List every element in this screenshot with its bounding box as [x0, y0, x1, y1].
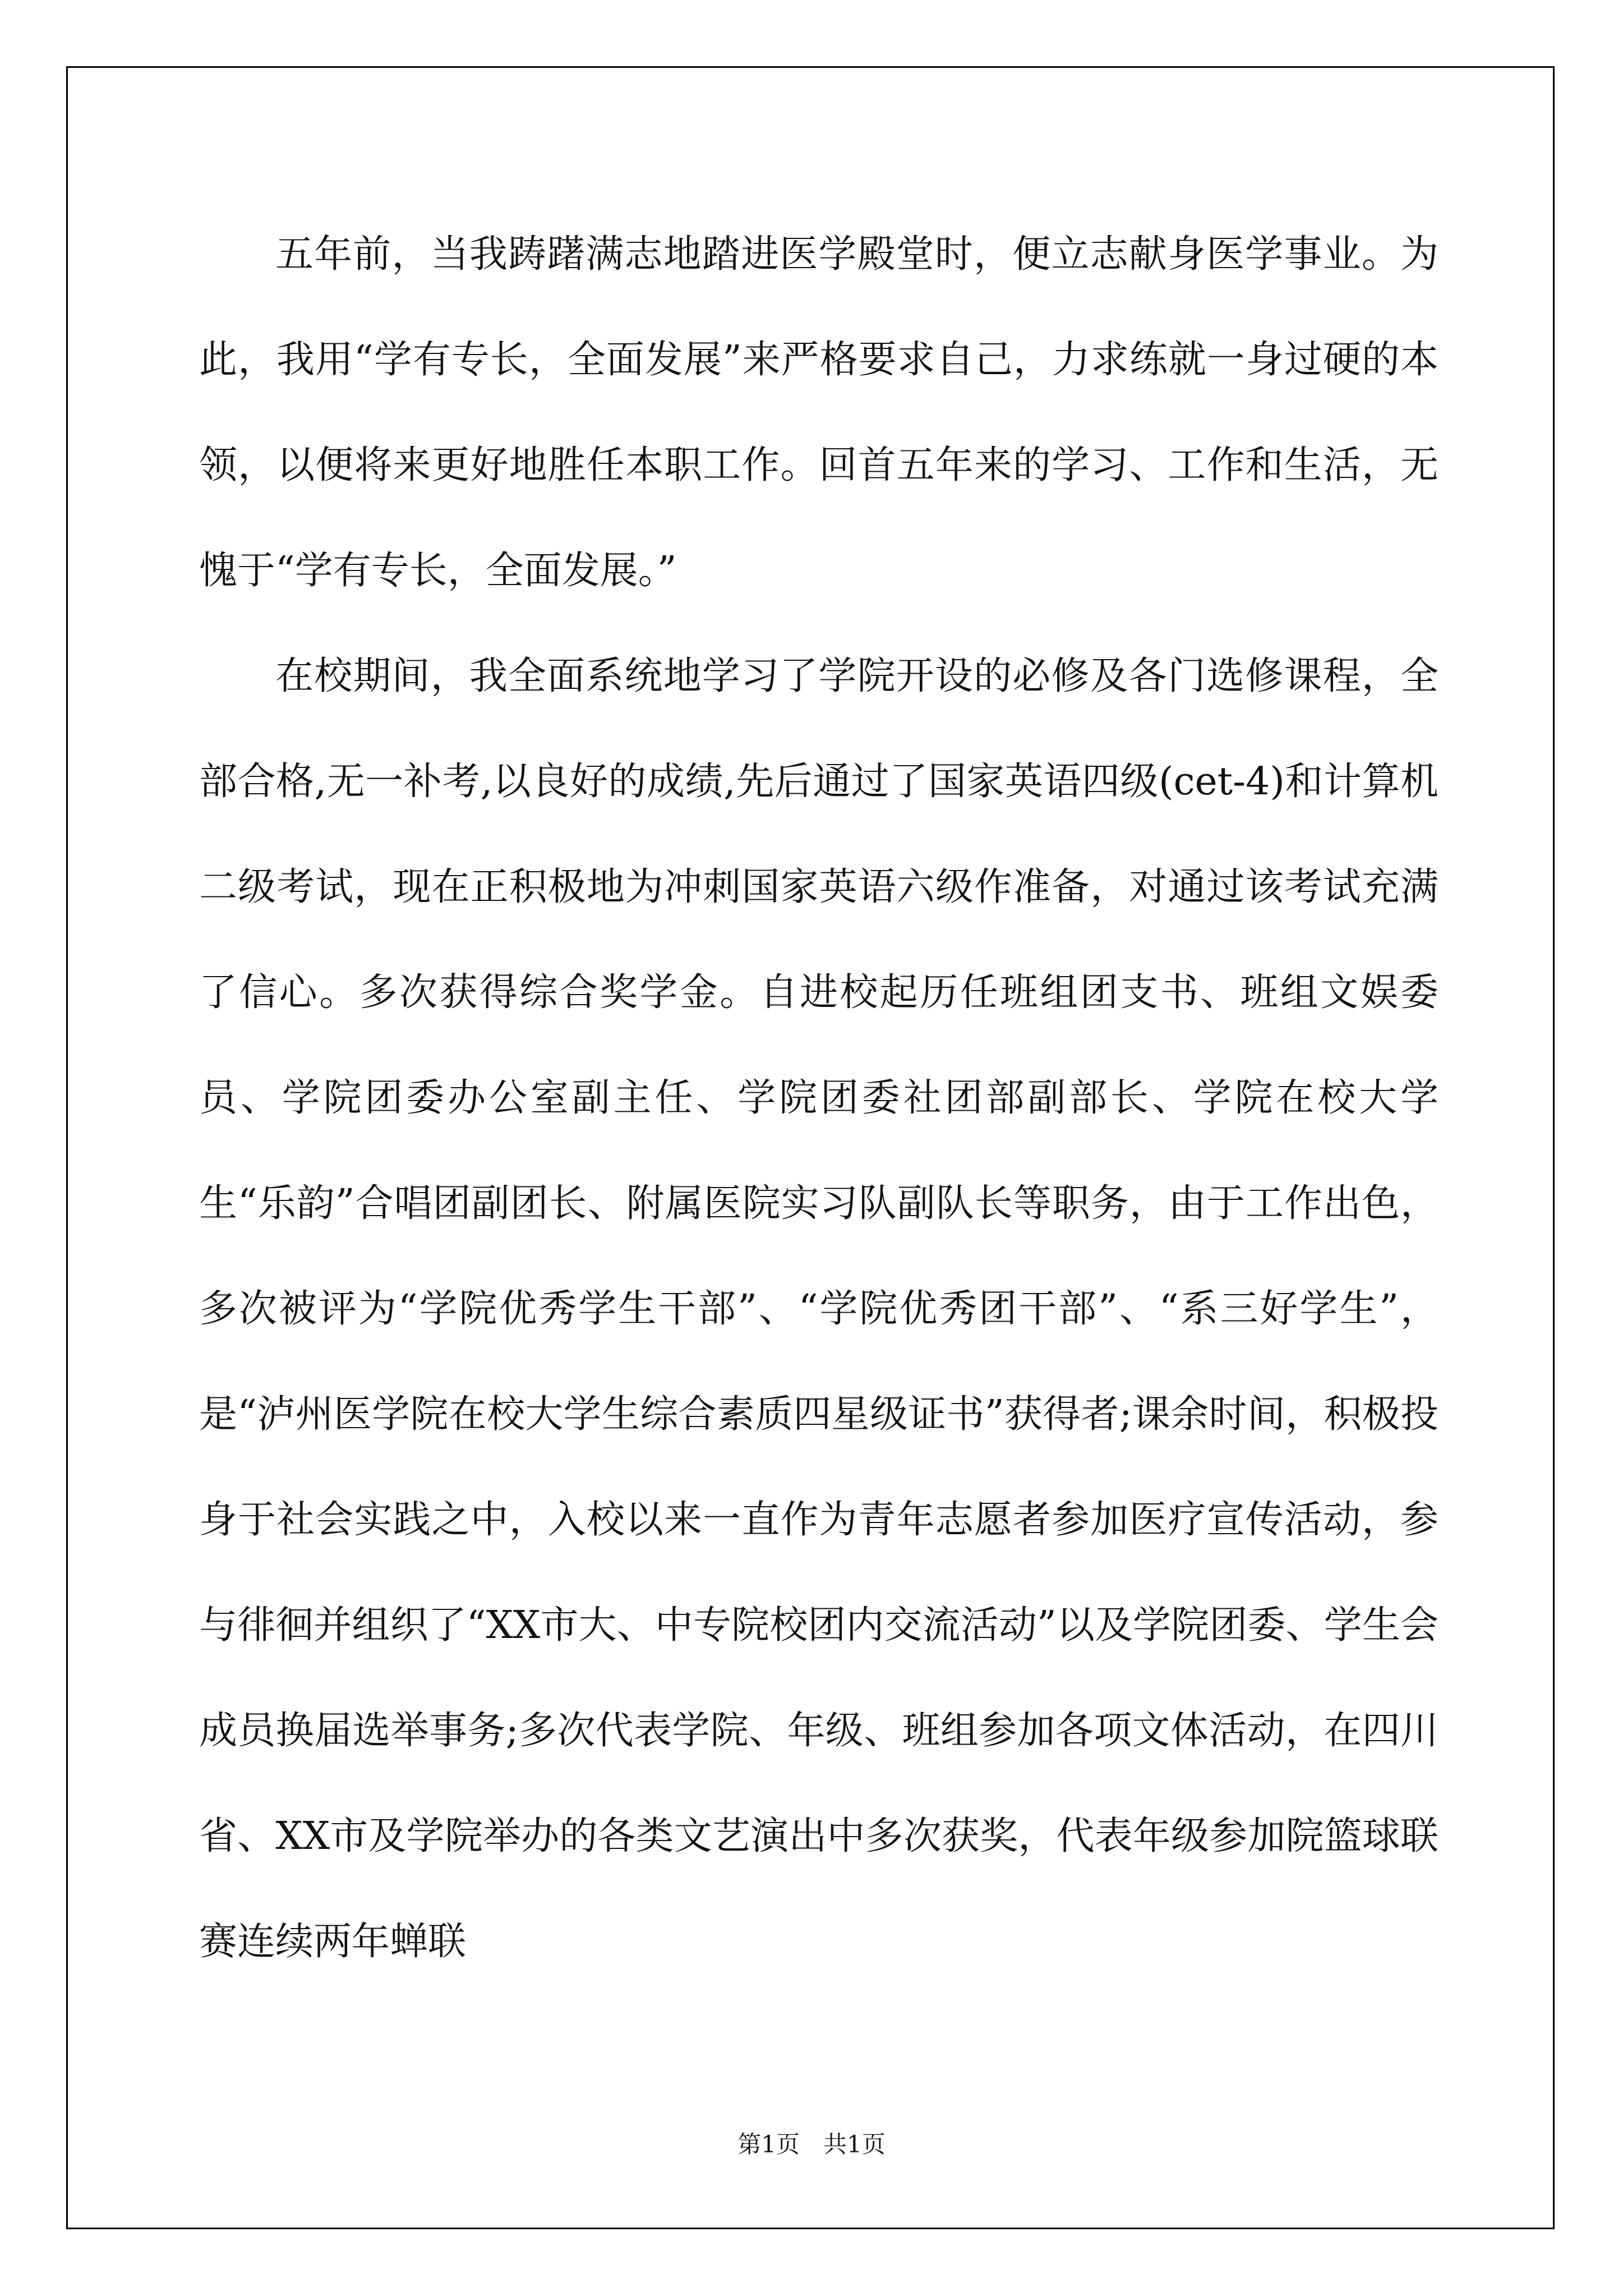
paragraph-intro: 五年前，当我踌躇满志地踏进医学殿堂时，便立志献身医学事业。为此，我用“学有专长，全面发展”来严格要求自己，力求练就一身过硬的本领，以便将来更好地胜任本职工作。回首五年来的学习、工作和生活，无愧于“学有专长，全面发展。” — [199, 232, 1438, 593]
page-number: 第1页 共1页 — [737, 2131, 886, 2158]
paragraph-school-record: 在校期间，我全面系统地学习了学院开设的必修及各门选修课程，全部合格,无一补考,以良好的成绩,先后通过了国家英语四级(cet-4)和计算机二级考试，现在正积极地为冲刺国家英语六级作准备，对通过该考试充满了信心。多次获得综合奖学金。自进校起历任班组团支书、班组文娱委员、学院团委办公室副主任、学院团委社团部副部长、学院在校大学生“乐韵”合唱团副团长、附属医院实习队副队长等职务，由于工作出色，多次被评为“学院优秀学生干部”、“学院优秀团干部”、“系三好学生”，是“泸州医学院在校大学生综合素质四星级证书”获得者;课余时间，积极投身于社会实践之中，入校以来一直作为青年志愿者参加医疗宣传活动，参与徘徊并组织了“XX市大、中专院校团内交流活动”以及学院团委、学生会成员换届选举事务;多次代表学院、年级、班组参加各项文体活动，在四川省、XX市及学院举办的各类文艺演出中多次获奖，代表年级参加院篮球联赛连续两年蝉联 — [199, 654, 1438, 1964]
document-body — [199, 202, 1438, 1995]
